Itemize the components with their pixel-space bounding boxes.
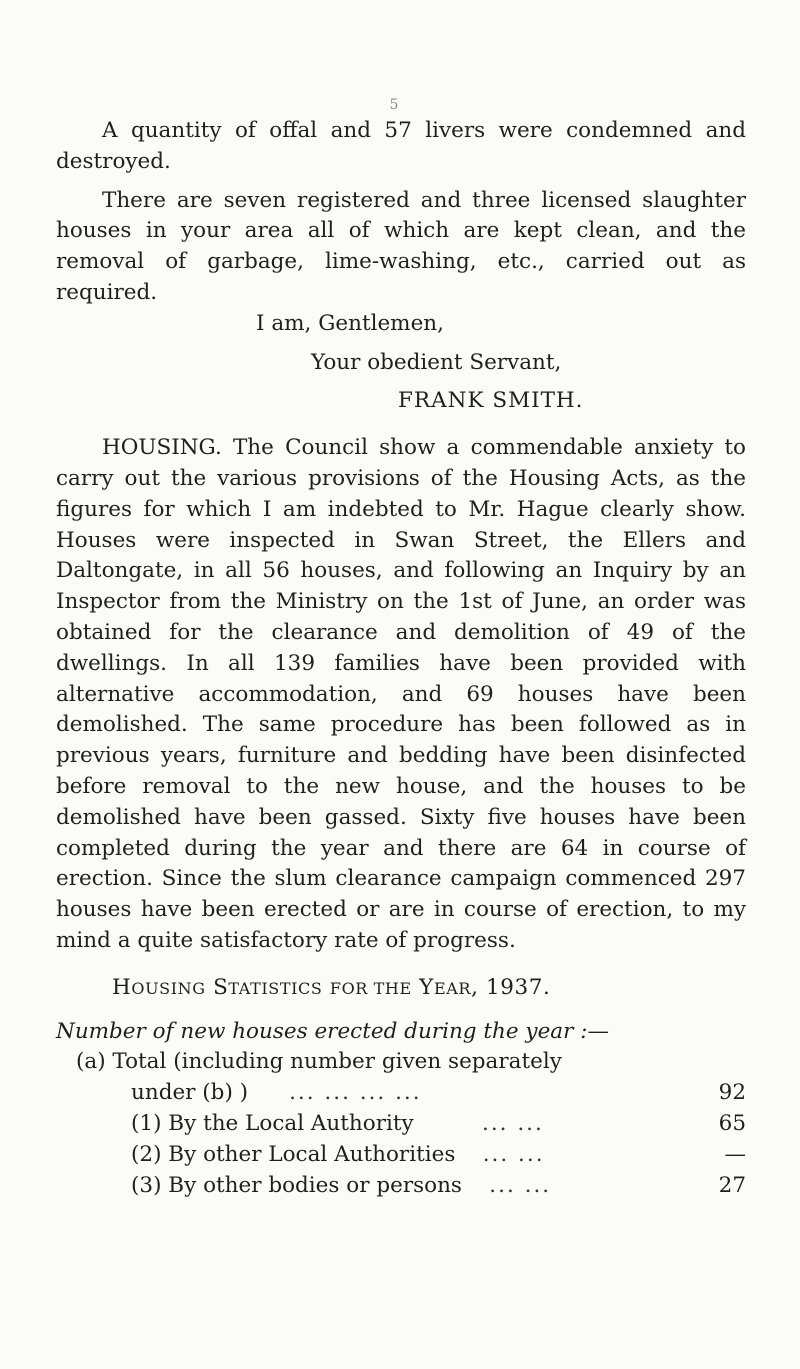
table-row [56,1047,746,1078]
row-3-value: 27 [718,1172,746,1198]
slaughter-houses-paragraph: There are seven registered and three licensed slaughter houses in your area all of which are kept clean, and the removal of garbage, lime-washing, etc., carried out as required. [56,187,746,305]
table-row [56,1140,746,1171]
row-a-label-line2: under (b) ) ... ... ... ... [131,1080,422,1106]
row-2-label: (2) By other Local Authorities ... ... [131,1141,545,1167]
complimentary-close: Your obedient Servant, [311,349,562,375]
row-a-value: 92 [718,1080,746,1106]
table-row [56,1078,746,1109]
salutation: I am, Gentlemen, [256,310,444,336]
offal-paragraph: A quantity of offal and 57 livers were condemned and destroyed. [56,118,746,174]
table-row [56,1109,746,1140]
table-row [56,1171,746,1202]
row-2-value: — [724,1141,746,1167]
row-a-label-line1: (a) Total (including number given separately [76,1049,562,1075]
row-1-value: 65 [718,1110,746,1136]
body-text [56,116,746,1201]
page-number: 5 [389,97,399,113]
housing-paragraph: HOUSING. The Council show a commendable anxiety to carry out the various provisions of the Housing Acts, as the figures for which I am indebted to Mr. Hague clearly show. Houses were inspected in Swan Street, the Ellers and Daltongate, in all 56 houses, and following an Inquiry by an Inspector from the Ministry on the 1st of June, an order was obtained for the clearance and demolition of 49 of the dwellings. In all 139 families have been provided with alternative accommodation, and 69 houses have been demolished. The same procedure has been followed as in previous years, furniture and bedding have been disinfected before removal to the new house, and the houses to be demolished have been gassed. Sixty five houses have been completed during the year and there are 64 in course of erection. Since the slum clearance campaign commenced 297 houses have been erected or are in course of erection, to my mind a quite satisfactory rate of progress. [56,435,746,953]
statistics-subheading: Number of new houses erected during the year :— [56,1018,609,1044]
row-1-label: (1) By the Local Authority ... ... [131,1110,544,1136]
statistics-heading: HOUSING STATISTICS FOR THE YEAR, 1937. [112,974,551,1000]
row-3-label: (3) By other bodies or persons ... ... [131,1172,552,1198]
signature: FRANK SMITH. [398,388,584,414]
statistics-table [56,1047,746,1201]
